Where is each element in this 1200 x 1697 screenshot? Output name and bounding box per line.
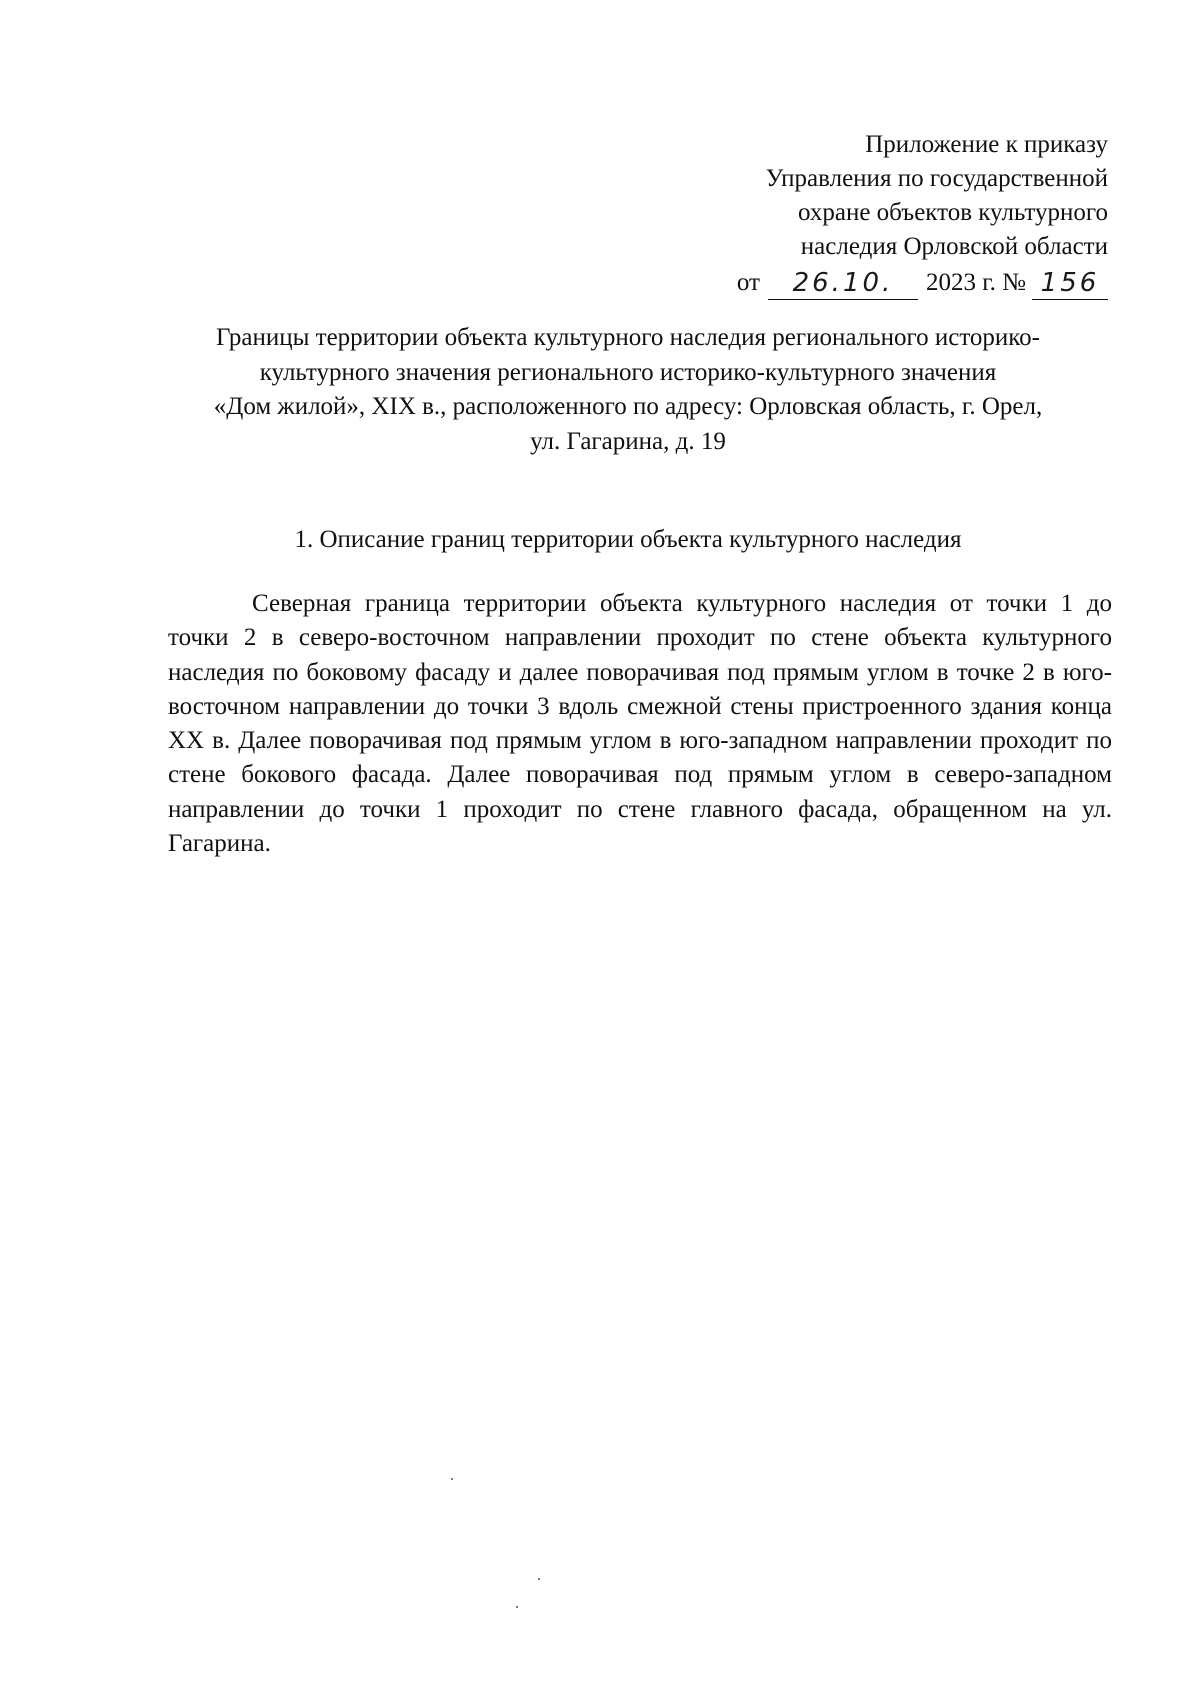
appendix-line-1: Приложение к приказу [865,131,1108,158]
scan-speck [538,1578,540,1580]
scan-speck [516,1606,518,1608]
section-heading: 1. Описание границ территории объекта культурного наследия [294,526,962,553]
appendix-line-3: охране объектов культурного [797,199,1108,226]
title-line-2: культурного значения регионального историко-культурного значения [259,358,997,386]
section-paragraph: Северная граница территории объекта культурного наследия от точки 1 до точки 2 в северо-восточном направлении проходит по стене объекта культурного наследия по боковому фасаду и далее поворачивая под прямым углом в точке 2 в юго-восточном направлении до точки 3 вдоль смежной стены пристроенного здания конца XX в. Далее поворачивая под прямым углом в юго-западном направлении проходит по стене бокового фасада. Далее поворачивая под прямым углом в северо-западном направлении до точки 1 проходит по стене главного фасада, обращенном на ул. Гагарина. [168,590,1112,858]
appendix-header [508,128,1108,300]
order-number-field [1032,269,1108,300]
appendix-line-2: Управления по государственной [765,165,1108,192]
order-date-field [768,269,918,300]
order-date-handwritten: 26.10. [792,268,894,298]
order-date-number-line [508,266,1108,300]
title-line-3: «Дом жилой», XIX в., расположенного по адресу: Орловская область, г. Орел, [213,393,1043,420]
order-prefix: от [736,269,760,296]
title-line-1: Границы территории объекта культурного наследия регионального историко- [215,324,1041,351]
title-line-4: ул. Гагарина, д. 19 [530,427,726,455]
appendix-line-4: наследия Орловской области [800,233,1108,260]
scan-speck [451,1478,453,1480]
order-year-text: 2023 г. № [925,269,1026,296]
document-title [140,321,1116,459]
order-number-handwritten: 156 [1040,268,1100,298]
